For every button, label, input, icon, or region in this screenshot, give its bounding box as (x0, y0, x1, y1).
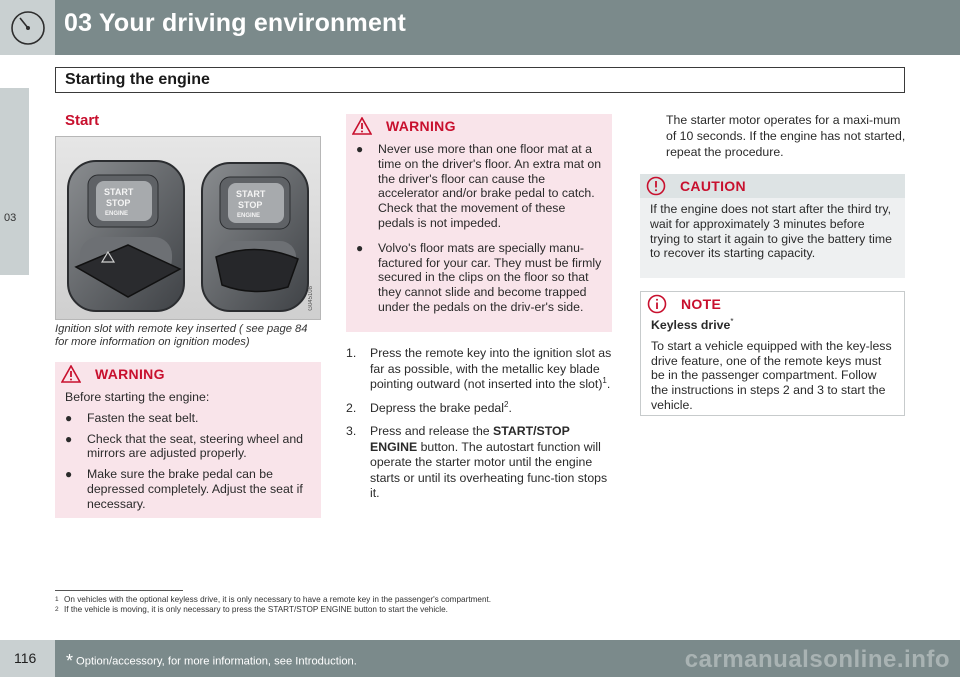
caution-text: If the engine does not start after the third try, wait for approximately 3 minutes before trying to start it again to give the battery time to recover its starting capacity. (650, 202, 892, 261)
ignition-slot-photo (55, 136, 321, 320)
step-text (370, 424, 614, 502)
footnote (55, 605, 905, 615)
caution-exclamation-icon (646, 176, 666, 196)
left-button-start-text: START (104, 187, 134, 197)
option-asterisk: * (730, 316, 734, 326)
bullet-text: Fasten the seat belt. (87, 410, 199, 425)
bullet-text: Volvo's floor mats are specially manu-factured for your car. They must be firmly secured in the clips on the floor so that they cannot slide and become trapped under the pedals on the driv-er's side. (378, 240, 602, 314)
bullet-dot-icon: ● (65, 410, 73, 425)
step-number: 1. (346, 346, 357, 360)
page-footer (0, 640, 960, 677)
chapter-icon-box (0, 0, 55, 55)
ignition-slot-illustration (56, 137, 321, 320)
warning-box-seat (55, 362, 321, 518)
warning-label: WARNING (95, 366, 165, 382)
footnote-divider (55, 590, 183, 591)
footnotes (55, 595, 905, 615)
step-body: Press the remote key into the ignition slot as far as possible, with the metallic key blade pointing outward (not inserted into the slot) (370, 346, 612, 391)
caution-box (640, 174, 905, 278)
caution-box-header (640, 174, 905, 198)
footnote-number: 1 (55, 596, 59, 603)
step-body-pre: Press and release the (370, 424, 494, 438)
chapter-side-tab[interactable] (0, 88, 29, 275)
info-icon (647, 294, 667, 314)
step-item (346, 424, 614, 502)
section-header (55, 67, 905, 93)
note-text: To start a vehicle equipped with the key-less drive feature, one of the remote keys must be in the passenger compartment. Follow the instructions in steps 2 and 3 to start the vehicle. (651, 338, 892, 412)
warning-bullet (65, 411, 311, 426)
note-subheading: Keyless drive (651, 318, 731, 332)
warning-box-seat-body (55, 386, 321, 522)
step-text (370, 346, 614, 393)
bullet-text: Never use more than one floor mat at a time on the driver's floor. An extra mat on the driver's floor can cause the accelerator and/or brake pedal to catch. Check that the movement of these pedals is not impeded. (378, 142, 602, 230)
note-box (640, 291, 905, 416)
right-button-engine-text: ENGINE (237, 213, 261, 219)
chapter-header-bar (0, 0, 960, 55)
step-item (346, 401, 614, 417)
step-end: . (508, 400, 512, 415)
warning-intro: Before starting the engine: (65, 390, 210, 404)
bullet-text: Make sure the brake pedal can be depressed completely. Adjust the seat if necessary. (87, 467, 303, 511)
photo-reference-id: G045108 (308, 286, 314, 311)
left-button-stop-text: STOP (106, 198, 131, 208)
right-button-stop-text: STOP (238, 200, 263, 210)
note-subheading-row (651, 318, 894, 333)
starter-motor-text: The starter motor operates for a maxi-mum of 10 seconds. If the engine has not started, repeat the procedure. (666, 113, 906, 159)
step-number: 2. (346, 400, 357, 415)
step-body: Depress the brake pedal (370, 400, 504, 415)
warning-bullet (356, 241, 602, 315)
bullet-text: Check that the seat, steering wheel and mirrors are adjusted properly. (87, 431, 304, 461)
warning-box-seat-header (55, 362, 321, 386)
step-item (346, 346, 614, 393)
footer-asterisk: * (66, 651, 74, 671)
gauge-icon (9, 9, 47, 47)
footnote (55, 595, 905, 605)
step-number: 3. (346, 424, 357, 438)
bullet-dot-icon: ● (356, 142, 364, 156)
page-number: 116 (14, 650, 37, 666)
side-tab-label: 03 (4, 212, 17, 224)
footnote-ref: 1 (602, 375, 607, 385)
left-button-engine-text: ENGINE (105, 211, 129, 217)
step-text (370, 401, 614, 417)
start-stop-engine-label: START/STOP ENGINE (370, 424, 570, 454)
note-box-header (641, 292, 904, 316)
bullet-dot-icon: ● (65, 467, 73, 482)
footnote-ref: 2 (503, 399, 509, 409)
warning-bullet (65, 467, 311, 511)
step-end: . (606, 377, 611, 391)
warning-bullet (65, 432, 311, 462)
warning-bullet (356, 142, 602, 231)
footer-note (66, 651, 357, 672)
footnote-text: If the vehicle is moving, it is only necessary to press the START/STOP ENGINE button to start the vehicle. (64, 605, 448, 614)
caution-label: CAUTION (680, 178, 746, 194)
note-body (641, 316, 904, 423)
bullet-dot-icon: ● (356, 240, 364, 255)
warning-triangle-icon (61, 365, 81, 383)
footnote-number: 2 (55, 606, 59, 613)
step-body: button. The autostart function will operate the starter motor until the engine starts or until its overheating func-tion stops it. (370, 439, 608, 500)
photo-caption: Ignition slot with remote key inserted ( see page 84 for more information on ignition modes) (55, 323, 308, 348)
warning-box-floor-mat (346, 114, 612, 332)
warning-label: WARNING (386, 118, 456, 134)
warning-box-floor-mat-body (346, 142, 612, 325)
warning-box-floor-mat-header (346, 114, 612, 138)
section-title: Starting the engine (65, 71, 210, 88)
chapter-title: 03 Your driving environment (64, 9, 407, 37)
start-heading: Start (65, 112, 100, 129)
warning-triangle-icon (352, 117, 372, 135)
start-steps-list (346, 346, 614, 510)
footer-note-text: Option/accessory, for more information, see Introduction. (76, 655, 357, 668)
watermark: carmanualsonline.info (684, 646, 950, 673)
note-label: NOTE (681, 296, 722, 312)
bullet-dot-icon: ● (65, 431, 73, 446)
page-number-box (0, 640, 55, 677)
footnote-text: On vehicles with the optional keyless drive, it is only necessary to have a remote key in the passenger's compartment. (64, 595, 492, 604)
right-button-start-text: START (236, 189, 266, 199)
